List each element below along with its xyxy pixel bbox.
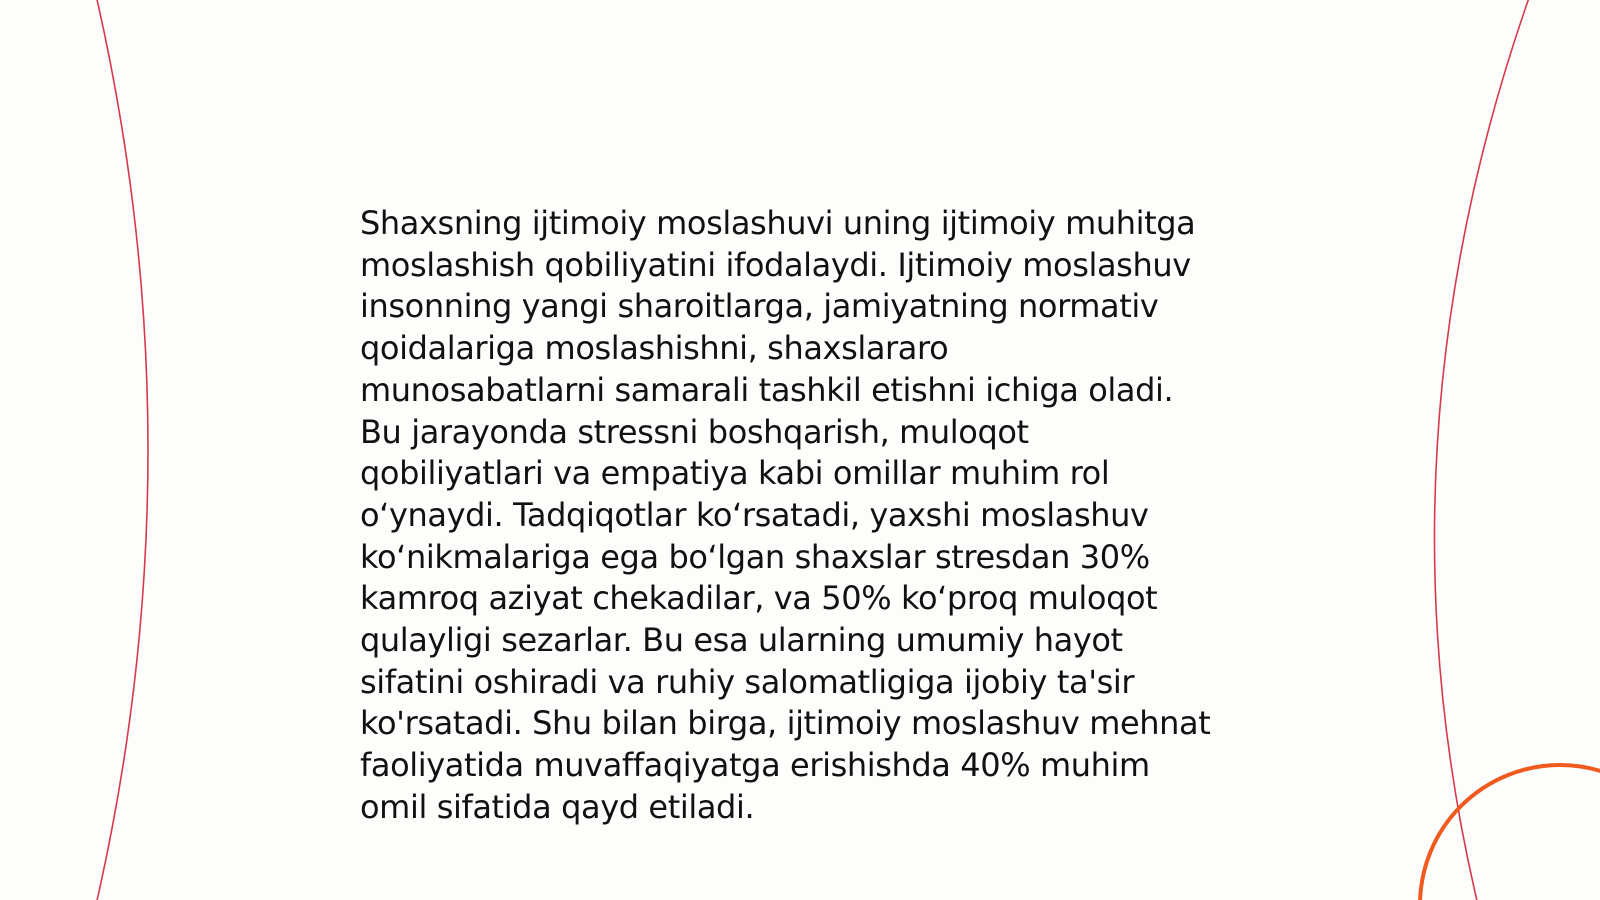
left-curve — [96, 0, 148, 900]
orange-circle — [1420, 765, 1600, 900]
body-paragraph: Shaxsning ijtimoiy moslashuvi uning ijtimoiy muhitga moslashish qobiliyatini ifodalaydi. Ijtimoiy moslashuv insonning yangi sharoitlarga, jamiyatning normativ qoidalariga moslashishni, shaxslararo munosabatlarni samarali tashkil etishni ichiga oladi. Bu jarayonda stressni boshqarish, muloqot qobiliyatlari va empatiya kabi omillar muhim rol o‘ynaydi. Tadqiqotlar ko‘rsatadi, yaxshi moslashuv ko‘nikmalariga ega bo‘lgan shaxslar stresdan 30% kamroq aziyat chekadilar, va 50% ko‘proq muloqot qulayligi sezarlar. Bu esa ularning umumiy hayot sifatini oshiradi va ruhiy salomatligiga ijobiy ta'sir ko'rsatadi. Shu bilan birga, ijtimoiy moslashuv mehnat faoliyatida muvaffaqiyatga erishishda 40% muhim omil sifatida qayd etiladi. — [360, 204, 1211, 826]
right-curve — [1434, 0, 1530, 900]
